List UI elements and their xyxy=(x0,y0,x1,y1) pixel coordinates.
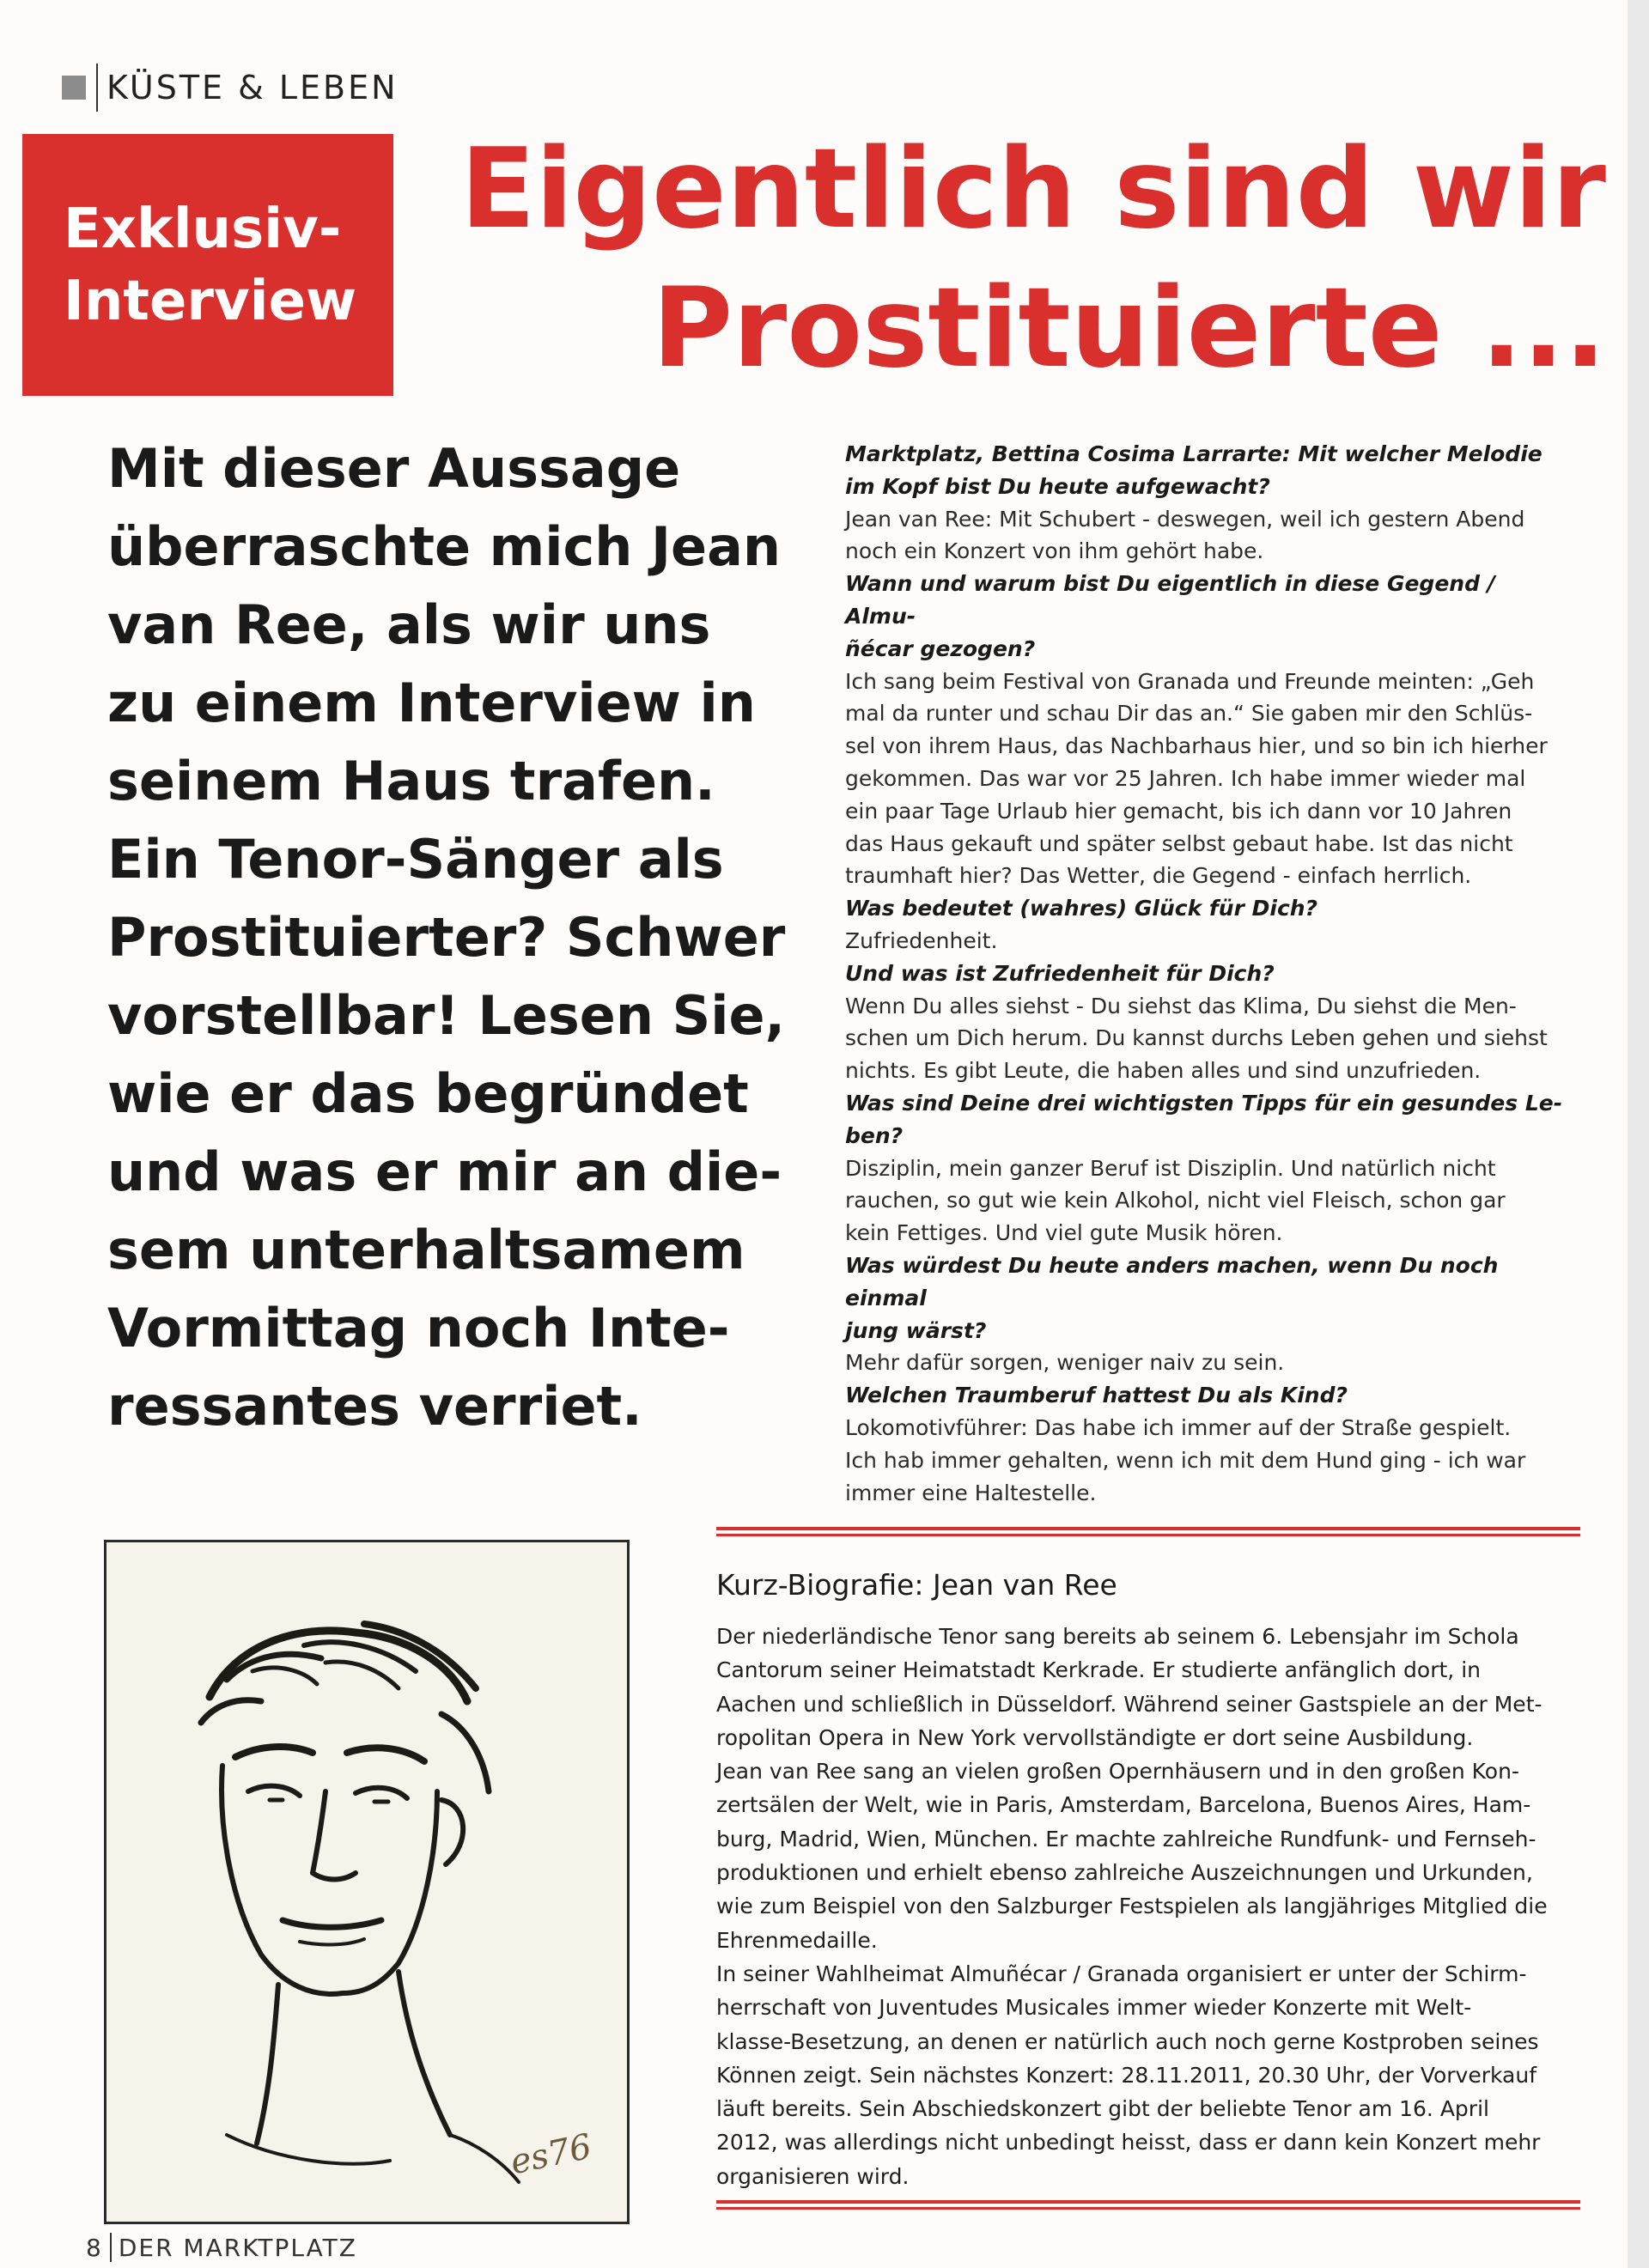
headline xyxy=(429,120,1606,398)
interview-answer: das Haus gekauft und später selbst gebaut habe. Ist das nicht xyxy=(845,830,1513,856)
bio-line: Der niederländische Tenor sang bereits ab seinem 6. Lebensjahr im Schola xyxy=(716,1624,1519,1649)
interview-question: Was sind Deine drei wichtigsten Tipps für ein gesundes Le- xyxy=(845,1090,1563,1116)
section-label: KÜSTE & LEBEN xyxy=(106,69,399,106)
interview-question: Und was ist Zufriedenheit für Dich? xyxy=(845,960,1275,986)
lead-line: überraschte mich Jean xyxy=(107,515,782,578)
bio-line: ropolitan Opera in New York vervollständigte er dort seine Ausbildung. xyxy=(716,1724,1474,1750)
bio-line: herrschaft von Juventudes Musicales immer wieder Konzerte mit Welt- xyxy=(716,1995,1472,2021)
page-edge xyxy=(1628,0,1649,2268)
interview-answer: Zufriedenheit. xyxy=(845,927,998,953)
badge-line-1: Exklusiv- xyxy=(64,197,342,261)
interview-question: im Kopf bist Du heute aufgewacht? xyxy=(845,473,1270,499)
lead-line: Mit dieser Aussage xyxy=(107,437,681,500)
interview-answer: Ich sang beim Festival von Granada und Freunde meinten: „Geh xyxy=(845,668,1535,694)
bio-top-rule xyxy=(716,1527,1580,1539)
interview-question: Was würdest Du heute anders machen, wenn Du noch einmal xyxy=(845,1252,1499,1310)
bio-line: Aachen und schließlich in Düsseldorf. Während seiner Gastspiele an der Met- xyxy=(716,1691,1543,1717)
interview-answer: noch ein Konzert von ihm gehört habe. xyxy=(845,538,1264,564)
bio-line: Können zeigt. Sein nächstes Konzert: 28.11.2011, 20.30 Uhr, der Vorverkauf xyxy=(716,2062,1537,2088)
interview-answer: Wenn Du alles siehst - Du siehst das Klima, Du siehst die Men- xyxy=(845,993,1517,1018)
interview-question: jung wärst? xyxy=(845,1317,987,1343)
interview-answer: sel von ihrem Haus, das Nachbarhaus hier, und so bin ich hierher xyxy=(845,733,1548,759)
interview-column xyxy=(845,438,1567,1509)
bio-line: burg, Madrid, Wien, München. Er machte zahlreiche Rundfunk- und Fernseh- xyxy=(716,1826,1536,1851)
exclusive-interview-badge xyxy=(22,134,393,396)
magazine-name: DER MARKTPLATZ xyxy=(118,2233,357,2262)
lead-line: van Ree, als wir uns xyxy=(107,593,711,656)
bio-line: Ehrenmedaille. xyxy=(716,1927,878,1953)
interview-question: Wann und warum bist Du eigentlich in diese Gegend / Almu- xyxy=(845,571,1495,629)
bio-line: klasse-Besetzung, an denen er natürlich auch noch gerne Kostproben seines xyxy=(716,2028,1539,2054)
interview-answer: nichts. Es gibt Leute, die haben alles und sind unzufrieden. xyxy=(845,1058,1482,1084)
interview-answer: immer eine Haltestelle. xyxy=(845,1480,1097,1505)
lead-line: Prostituierter? Schwer xyxy=(107,906,786,969)
interview-question: Was bedeutet (wahres) Glück für Dich? xyxy=(845,896,1318,921)
lead-line: vorstellbar! Lesen Sie, xyxy=(107,984,786,1047)
headline-line-2: Prostituierte ... xyxy=(652,264,1606,392)
portrait-drawing xyxy=(104,1540,630,2224)
answer-text: Mit Schubert - deswegen, weil ich gestern Abend xyxy=(992,506,1525,532)
bio-line: zertsälen der Welt, wie in Paris, Amsterdam, Barcelona, Buenos Aires, Ham- xyxy=(716,1792,1531,1818)
lead-line: sem unterhaltsamem xyxy=(107,1219,745,1281)
lead-line: und was er mir an die- xyxy=(107,1140,782,1203)
section-divider xyxy=(96,64,98,112)
interview-answer: Ich hab immer gehalten, wenn ich mit dem Hund ging - ich war xyxy=(845,1447,1526,1473)
section-square-icon xyxy=(62,76,86,100)
interview-question: ñécar gezogen? xyxy=(845,635,1036,661)
bio-line: 2012, was allerdings nicht unbedingt heisst, dass er dann kein Konzert mehr xyxy=(716,2130,1541,2156)
interview-answer xyxy=(845,503,1567,536)
bio-line: Cantorum seiner Heimatstadt Kerkrade. Er studierte anfänglich dort, in xyxy=(716,1657,1481,1683)
lead-line: ressantes verriet. xyxy=(107,1375,642,1438)
footer-divider xyxy=(110,2233,112,2262)
bio-line: In seiner Wahlheimat Almuñécar / Granada organisiert er unter der Schirm- xyxy=(716,1961,1527,1986)
interview-question: Marktplatz, Bettina Cosima Larrarte: Mit welcher Melodie xyxy=(845,441,1543,466)
page-footer xyxy=(86,2233,357,2262)
interview-question: Welchen Traumberuf hattest Du als Kind? xyxy=(845,1383,1348,1408)
interview-answer: Disziplin, mein ganzer Beruf ist Disziplin. Und natürlich nicht xyxy=(845,1155,1496,1181)
bio-line: Jean van Ree sang an vielen großen Opernhäusern und in den großen Kon- xyxy=(716,1759,1519,1785)
portrait-sketch-icon xyxy=(106,1542,627,2222)
interview-answer: traumhaft hier? Das Wetter, die Gegend - einfach herrlich. xyxy=(845,863,1472,889)
interview-answer: Mehr dafür sorgen, weniger naiv zu sein. xyxy=(845,1350,1285,1376)
bio-line: organisieren wird. xyxy=(716,2163,910,2189)
badge-line-2: Interview xyxy=(64,269,357,333)
lead-line: zu einem Interview in xyxy=(107,672,756,734)
interview-answer: schen um Dich herum. Du kannst durchs Leben gehen und siehst xyxy=(845,1025,1548,1051)
bio-text xyxy=(716,1620,1575,2193)
bio-line: produktionen und erhielt ebenso zahlreiche Auszeichnungen und Urkunden, xyxy=(716,1860,1533,1886)
lead-line: Ein Tenor-Sänger als xyxy=(107,828,724,891)
bio-bottom-rule xyxy=(716,2200,1580,2212)
interview-answer: rauchen, so gut wie kein Alkohol, nicht viel Fleisch, schon gar xyxy=(845,1188,1506,1213)
interview-answer: Lokomotivführer: Das habe ich immer auf der Straße gespielt. xyxy=(845,1414,1512,1440)
bio-title: Kurz-Biografie: Jean van Ree xyxy=(716,1568,1117,1602)
interview-answer: kein Fettiges. Und viel gute Musik hören. xyxy=(845,1220,1283,1246)
bio-line: läuft bereits. Sein Abschiedskonzert gibt der beliebte Tenor am 16. April xyxy=(716,2096,1489,2122)
drawing-signature: es76 xyxy=(507,2126,595,2183)
speaker-label: Jean van Ree: xyxy=(845,506,993,532)
headline-line-1: Eigentlich sind wir xyxy=(460,125,1606,253)
interview-answer: gekommen. Das war vor 25 Jahren. Ich habe immer wieder mal xyxy=(845,765,1526,791)
lead-line: seinem Haus trafen. xyxy=(107,750,715,812)
lead-paragraph xyxy=(107,429,829,1445)
bio-line: wie zum Beispiel von den Salzburger Festspielen als langjähriges Mitglied die xyxy=(716,1894,1548,1919)
interview-answer: ein paar Tage Urlaub hier gemacht, bis ich dann vor 10 Jahren xyxy=(845,798,1512,824)
lead-line: wie er das begründet xyxy=(107,1062,749,1125)
interview-question: ben? xyxy=(845,1122,904,1148)
interview-answer: mal da runter und schau Dir das an.“ Sie gaben mir den Schlüs- xyxy=(845,701,1533,727)
section-header xyxy=(62,62,399,113)
page-number: 8 xyxy=(86,2233,103,2262)
lead-line: Vormittag noch Inte- xyxy=(107,1297,730,1359)
